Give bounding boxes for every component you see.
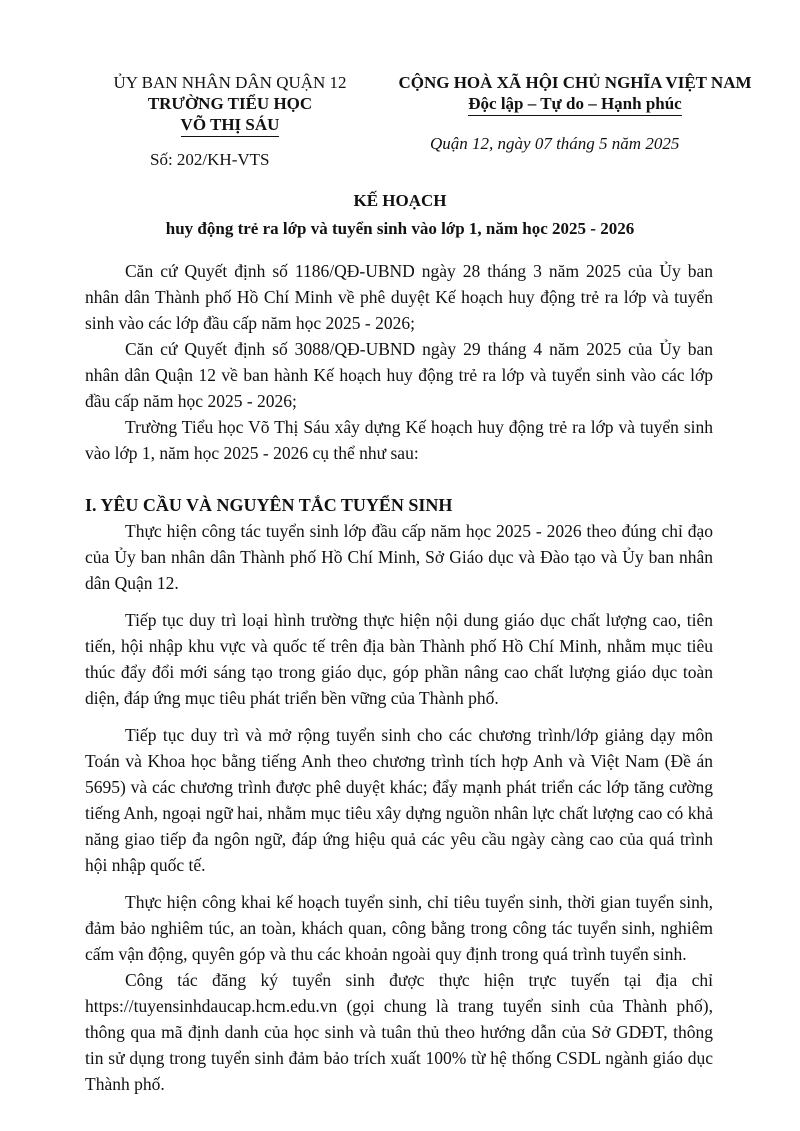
school-name-line2: VÕ THỊ SÁU [181, 114, 280, 137]
issue-date: Quận 12, ngày 07 tháng 5 năm 2025 [430, 134, 680, 153]
document-body [85, 258, 713, 1097]
issuing-authority-block [85, 72, 375, 137]
intro-paragraph-3: Trường Tiểu học Võ Thị Sáu xây dựng Kế hoạch huy động trẻ ra lớp và tuyển sinh vào lớp 1, năm học 2025 - 2026 cụ thể như sau: [85, 417, 713, 463]
intro-paragraph-2: Căn cứ Quyết định số 3088/QĐ-UBND ngày 29 tháng 4 năm 2025 của Ủy ban nhân dân Quận 12 về ban hành Kế hoạch huy động trẻ ra lớp và tuyển sinh vào các lớp đầu cấp năm học 2025 - 2026; [85, 339, 713, 411]
section-paragraph-3: Tiếp tục duy trì và mở rộng tuyển sinh cho các chương trình/lớp giảng dạy môn Toán và Khoa học bằng tiếng Anh theo chương trình tích hợp Anh và Việt Nam (Đề án 5695) và các chương trình được phê duyệt khác; đẩy mạnh phát triển các lớp tăng cường tiếng Anh, ngoại ngữ hai, nhằm mục tiêu xây dựng nguồn nhân lực chất lượng cao có khả năng giao tiếp đa ngôn ngữ, đáp ứng hiệu quả các yêu cầu ngày càng cao của quá trình hội nhập quốc tế. [85, 725, 713, 875]
intro-paragraph-1: Căn cứ Quyết định số 1186/QĐ-UBND ngày 28 tháng 3 năm 2025 của Ủy ban nhân dân Thành phố Hồ Chí Minh về phê duyệt Kế hoạch huy động trẻ ra lớp và tuyển sinh vào các lớp đầu cấp năm học 2025 - 2026; [85, 261, 713, 333]
document-subtitle: huy động trẻ ra lớp và tuyển sinh vào lớp 1, năm học 2025 - 2026 [165, 219, 635, 238]
school-name-line1: TRƯỜNG TIỂU HỌC [147, 94, 313, 113]
document-title: KẾ HOẠCH [353, 191, 447, 210]
section-paragraph-4: Thực hiện công khai kế hoạch tuyển sinh, chỉ tiêu tuyển sinh, thời gian tuyển sinh, đảm bảo nghiêm túc, an toàn, khách quan, công bằng trong công tác tuyển sinh, nghiêm cấm vận động, quyên góp và thu các khoản ngoài quy định trong quá trình tuyển sinh. [85, 892, 713, 964]
national-header-block [380, 72, 770, 116]
document-title-block [0, 190, 800, 240]
document-number: Số: 202/KH-VTS [150, 150, 270, 169]
authority-name: ỦY BAN NHÂN DÂN QUẬN 12 [113, 73, 347, 92]
section-paragraph-2: Tiếp tục duy trì loại hình trường thực hiện nội dung giáo dục chất lượng cao, tiên tiến, hội nhập khu vực và quốc tế trên địa bàn Thành phố Hồ Chí Minh, nhằm mục tiêu thúc đẩy đổi mới sáng tạo trong giáo dục, góp phần nâng cao chất lượng giáo dục toàn diện, đáp ứng mục tiêu phát triển bền vững của Thành phố. [85, 610, 713, 708]
nation-name: CỘNG HOÀ XÃ HỘI CHỦ NGHĨA VIỆT NAM [398, 73, 752, 92]
section-paragraph-1: Thực hiện công tác tuyển sinh lớp đầu cấp năm học 2025 - 2026 theo đúng chỉ đạo của Ủy ban nhân dân Thành phố Hồ Chí Minh, Sở Giáo dục và Đào tạo và Ủy ban nhân dân Quận 12. [85, 521, 713, 593]
national-motto: Độc lập – Tự do – Hạnh phúc [468, 93, 681, 116]
section-paragraph-5: Công tác đăng ký tuyển sinh được thực hiện trực tuyến tại địa chỉ https://tuyensinhdaucap.hcm.edu.vn (gọi chung là trang tuyển sinh của Thành phố), thông qua mã định danh của học sinh và tuân thủ theo hướng dẫn của Sở GDĐT, thông tin sử dụng trong tuyển sinh đảm bảo trích xuất 100% từ hệ thống CSDL ngành giáo dục Thành phố. [85, 970, 713, 1094]
section-heading: I. YÊU CẦU VÀ NGUYÊN TẮC TUYỂN SINH [85, 495, 453, 515]
